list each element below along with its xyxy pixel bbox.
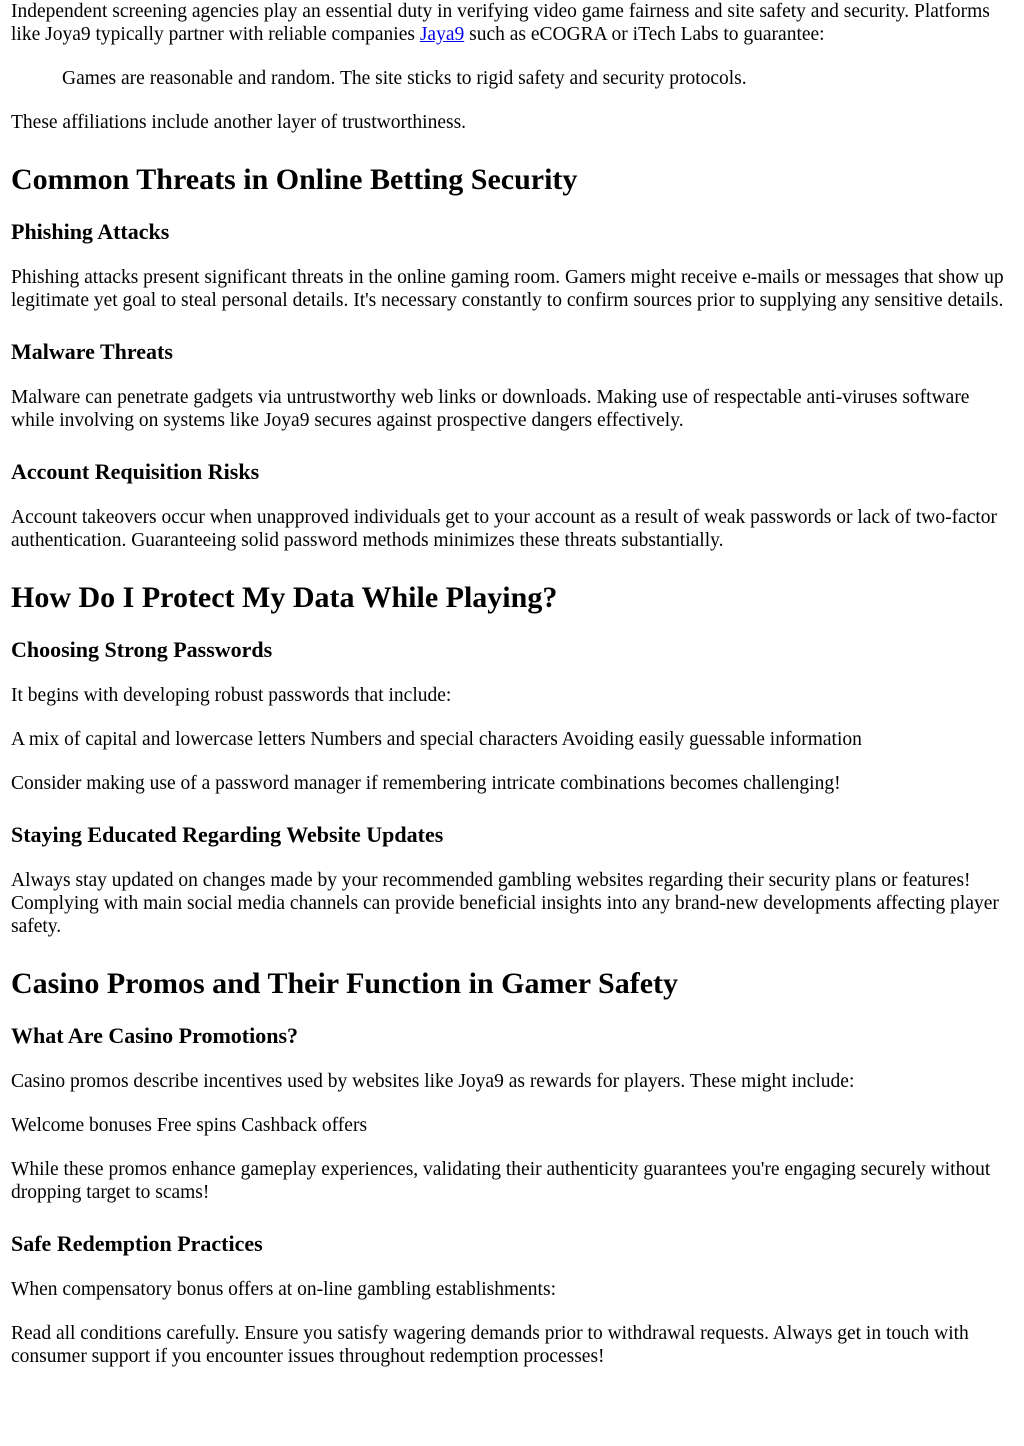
subheading-strong-passwords: Choosing Strong Passwords: [11, 637, 273, 662]
subheading-casino-promotions: What Are Casino Promotions?: [11, 1023, 299, 1048]
safe-redemption-paragraph: When compensatory bonus offers at on-line gambling establishments:: [11, 1279, 556, 1300]
subheading-account-requisition: Account Requisition Risks: [11, 459, 260, 484]
section-heading-threats: Common Threats in Online Betting Security: [11, 163, 578, 196]
promotions-note-paragraph: While these promos enhance gameplay experiences, validating their authenticity guarantees you're engaging securely without dropping target to scams!: [11, 1159, 991, 1203]
intro-paragraph: [11, 0, 1014, 46]
section-heading-casino-promos: Casino Promos and Their Function in Gamer Safety: [11, 967, 679, 1000]
casino-promotions-paragraph: Casino promos describe incentives used by websites like Joya9 as rewards for players. These might include:: [11, 1071, 855, 1092]
promotions-list-paragraph: Welcome bonuses Free spins Cashback offers: [11, 1115, 368, 1136]
intro-closing-paragraph: These affiliations include another layer of trustworthiness.: [11, 112, 467, 133]
phishing-paragraph: Phishing attacks present significant threats in the online gaming room. Gamers might receive e-mails or messages that show up legitimate yet goal to steal personal details. It's necessary constantly to confirm sources prior to supplying any sensitive details.: [11, 267, 1004, 311]
passwords-list-paragraph: A mix of capital and lowercase letters Numbers and special characters Avoiding easily guessable information: [11, 729, 862, 750]
subheading-phishing: Phishing Attacks: [11, 219, 170, 244]
account-requisition-paragraph: Account takeovers occur when unapproved individuals get to your account as a result of weak passwords or lack of two-factor authentication. Guaranteeing solid password methods minimizes these threats substantially.: [11, 507, 998, 551]
subheading-safe-redemption: Safe Redemption Practices: [11, 1231, 263, 1256]
section-heading-protect-data: How Do I Protect My Data While Playing?: [11, 581, 558, 614]
intro-text-before-link: Independent screening agencies play an essential duty in verifying video game fairness and site safety and security. Platforms like Joya9 typically partner with reliable companies: [11, 1, 990, 45]
malware-paragraph: Malware can penetrate gadgets via untrustworthy web links or downloads. Making use of respectable anti-viruses software while involving on systems like Joya9 secures against prospective dangers effectively.: [11, 387, 970, 431]
website-updates-paragraph: Always stay updated on changes made by your recommended gambling websites regarding their security plans or features! Complying with main social media channels can provide beneficial insights into any brand-new developments affecting player safety.: [11, 870, 999, 937]
subheading-website-updates: Staying Educated Regarding Website Updates: [11, 822, 444, 847]
redemption-tips-paragraph: Read all conditions carefully. Ensure you satisfy wagering demands prior to withdrawal requests. Always get in touch with consumer support if you encounter issues throughout redemption processes!: [11, 1323, 969, 1367]
subheading-malware: Malware Threats: [11, 339, 173, 364]
intro-quote: Games are reasonable and random. The site sticks to rigid safety and security protocols.: [62, 68, 747, 89]
intro-text-after-link: such as eCOGRA or iTech Labs to guarantee:: [464, 24, 825, 45]
passwords-tip-paragraph: Consider making use of a password manager if remembering intricate combinations becomes challenging!: [11, 773, 841, 794]
jaya9-link[interactable]: Jaya9: [419, 24, 465, 45]
passwords-intro-paragraph: It begins with developing robust passwords that include:: [11, 685, 452, 706]
